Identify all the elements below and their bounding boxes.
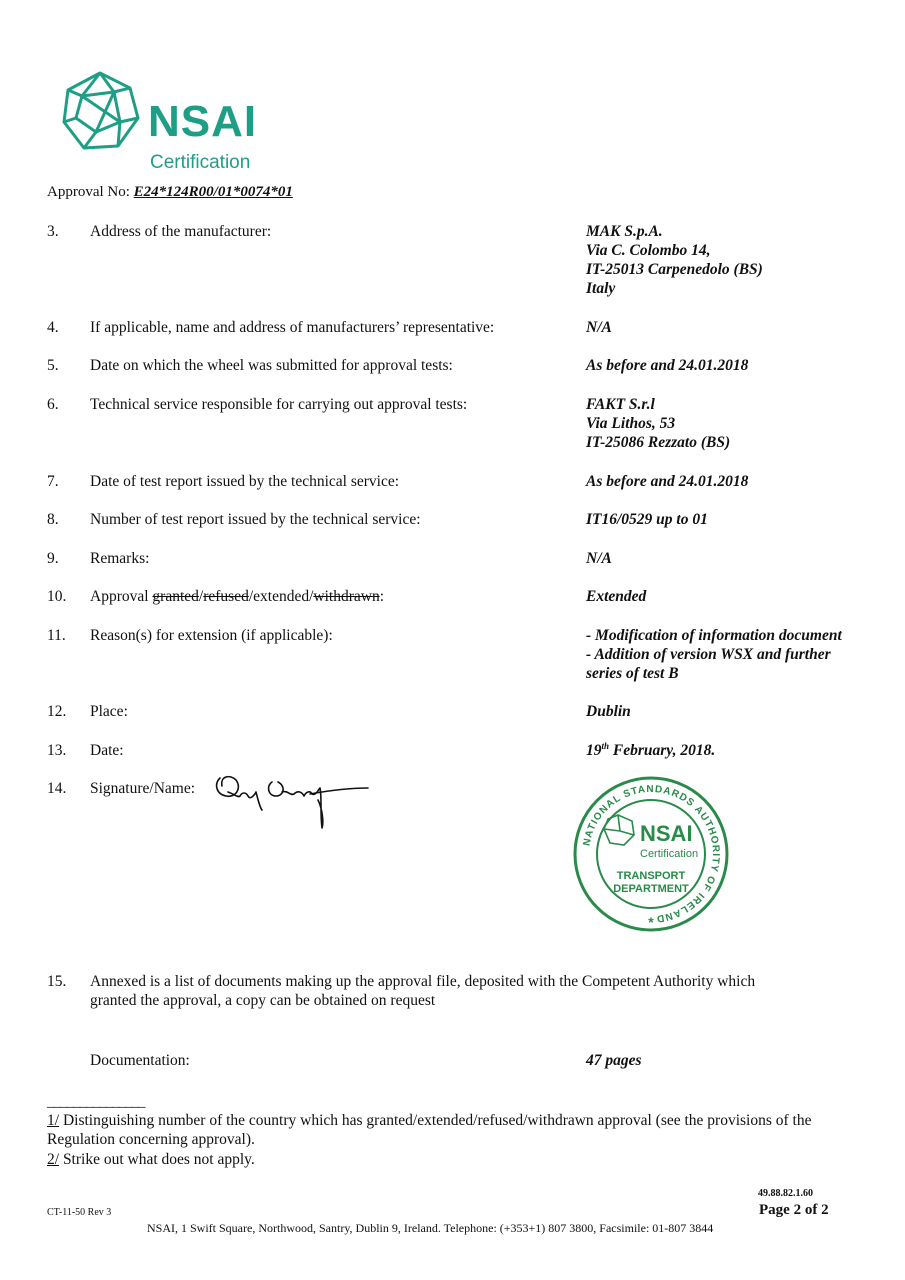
page-number: Page 2 of 2 xyxy=(759,1202,829,1218)
stamp-subtitle: Certification xyxy=(640,848,699,860)
item-value: FAKT S.r.l Via Lithos, 53 IT-25086 Rezzato (BS) xyxy=(586,396,731,451)
stamp-dept-line1: TRANSPORT xyxy=(616,870,686,882)
item-number: 3. xyxy=(47,223,59,240)
footnote-2 xyxy=(47,1150,867,1169)
stamp-geometric-icon xyxy=(604,815,634,845)
stamp-wordmark: NSAI xyxy=(640,821,693,846)
footnote-text: Strike out what does not apply. xyxy=(59,1151,255,1168)
stamp-star: * xyxy=(648,914,654,930)
item-number: 11. xyxy=(47,627,66,644)
item-number: 7. xyxy=(47,473,59,490)
logo-subtitle: Certification xyxy=(150,152,251,173)
struck-refused: refused xyxy=(203,588,249,605)
footnote-separator: _______________ xyxy=(47,1094,145,1110)
item-value: As before and 24.01.2018 xyxy=(586,357,749,374)
item-number: 9. xyxy=(47,550,59,567)
date-rest: February, 2018. xyxy=(609,742,716,759)
item-value: Dublin xyxy=(586,703,631,720)
footnote-text: Distinguishing number of the country which has granted/extended/refused/withdrawn approval (see the provisions of the Regulation concerning approval). xyxy=(47,1112,812,1148)
item-number: 13. xyxy=(47,742,67,759)
documentation-label: Documentation: xyxy=(90,1052,190,1069)
nsai-transport-stamp xyxy=(572,775,730,933)
item-value: As before and 24.01.2018 xyxy=(586,473,749,490)
item-number: 5. xyxy=(47,357,59,374)
approval-label: Approval No: xyxy=(47,184,134,200)
nsai-geometric-icon xyxy=(58,70,142,154)
item-number: 6. xyxy=(47,396,59,413)
struck-granted: granted xyxy=(152,588,199,605)
item-label: Date of test report issued by the technical service: xyxy=(90,473,400,490)
item-value: IT16/0529 up to 01 xyxy=(586,511,708,528)
form-reference: CT-11-50 Rev 3 xyxy=(47,1207,112,1218)
item-label: Date: xyxy=(90,742,124,759)
item-value: N/A xyxy=(586,319,612,336)
item-label: If applicable, name and address of manufacturers’ representative: xyxy=(90,319,495,336)
footnote-1 xyxy=(47,1111,867,1149)
item-number: 10. xyxy=(47,588,67,605)
item-label: Number of test report issued by the technical service: xyxy=(90,511,421,528)
logo-wordmark: NSAI xyxy=(148,97,258,146)
nsai-logo xyxy=(58,70,268,178)
approval-number: E24*124R00/01*0074*01 xyxy=(133,184,293,200)
item-label: Annexed is a list of documents making up the approval file, deposited with the Competent Authority which granted the approval, a copy can be obtained on request xyxy=(90,973,756,1009)
item-value: - Modification of information document - Addition of version WSX and further series of test B xyxy=(586,627,842,682)
item-label: Date on which the wheel was submitted for approval tests: xyxy=(90,357,453,374)
item-number: 12. xyxy=(47,703,67,720)
item-value: N/A xyxy=(586,550,612,567)
item-number: 8. xyxy=(47,511,59,528)
label-approval: Approval xyxy=(90,588,153,605)
struck-withdrawn: withdrawn xyxy=(313,588,380,605)
item-label: Remarks: xyxy=(90,550,150,567)
item-label: Address of the manufacturer: xyxy=(90,223,272,240)
item-label: Place: xyxy=(90,703,128,720)
stamp-ring-text: NATIONAL STANDARDS AUTHORITY OF IRELAND xyxy=(581,783,722,924)
item-value xyxy=(586,741,876,760)
item-number: 14. xyxy=(47,780,67,797)
item-value: MAK S.p.A. Via C. Colombo 14, IT-25013 Carpenedolo (BS) Italy xyxy=(586,223,763,297)
item-number: 4. xyxy=(47,319,59,336)
approval-number-line xyxy=(47,184,293,201)
handwritten-signature xyxy=(212,768,372,834)
footnote-ref: 1/ xyxy=(47,1112,60,1129)
footnote-ref: 2/ xyxy=(47,1151,60,1168)
item-label: Technical service responsible for carrying out approval tests: xyxy=(90,396,468,413)
date-suffix: th xyxy=(601,740,610,751)
footer-address: NSAI, 1 Swift Square, Northwood, Santry, Dublin 9, Ireland. Telephone: (+353+1) 807 3800, Facsimile: 01-807 3844 xyxy=(147,1221,714,1235)
document-code: 49.88.82.1.60 xyxy=(758,1188,813,1199)
stamp-dept-line2: DEPARTMENT xyxy=(613,883,689,895)
label-colon: : xyxy=(379,588,385,605)
date-day: 19 xyxy=(586,742,602,759)
item-label: Signature/Name: xyxy=(90,780,196,797)
item-label: Reason(s) for extension (if applicable): xyxy=(90,627,333,644)
documentation-value: 47 pages xyxy=(586,1052,642,1069)
label-extended: /extended/ xyxy=(248,588,314,605)
item-number: 15. xyxy=(47,973,67,990)
label-slash: / xyxy=(198,588,204,605)
item-value: Extended xyxy=(586,588,647,605)
item-label xyxy=(90,587,384,606)
